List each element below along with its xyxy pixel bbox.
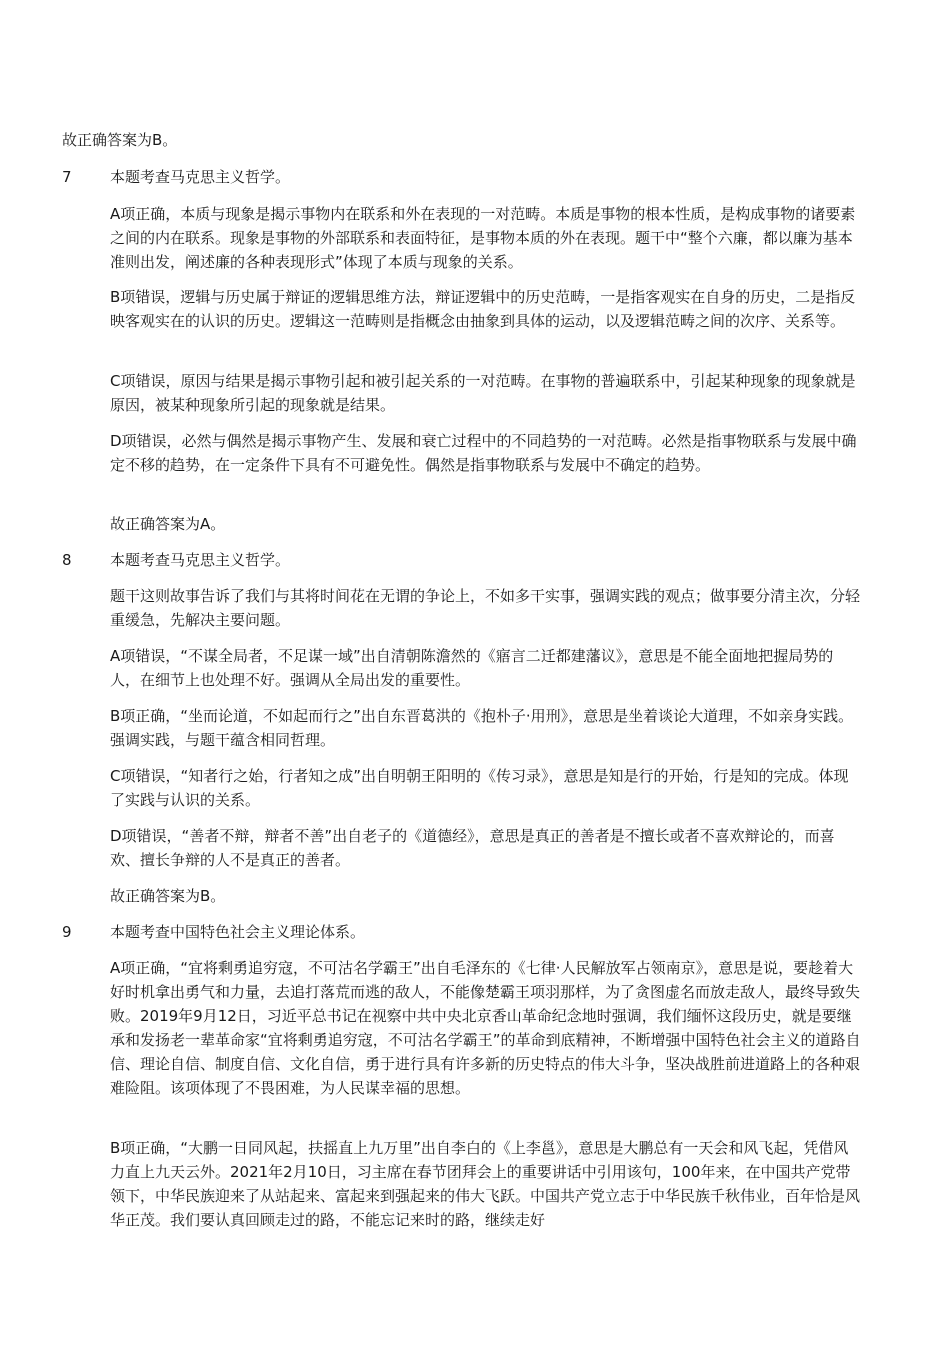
q8-option-a: A项错误，“不谋全局者，不足谋一域”出自清朝陈澹然的《寤言二迁都建藩议》，意思是不能全面地把握局势的人，在细节上也处理不好。强调从全局出发的重要性。 bbox=[110, 647, 834, 689]
q7-number: 7 bbox=[62, 168, 72, 186]
q8-heading: 本题考查马克思主义哲学。 bbox=[110, 551, 291, 569]
q7-option-d: D项错误，必然与偶然是揭示事物产生、发展和衰亡过程中的不同趋势的一对范畴。必然是指事物联系与发展中确定不移的趋势，在一定条件下具有不可避免性。偶然是指事物联系与发展中不确定的趋势。 bbox=[110, 432, 857, 474]
q8-number: 8 bbox=[62, 551, 72, 569]
q8-answer: 故正确答案为B。 bbox=[110, 887, 226, 905]
q7-option-b: B项错误，逻辑与历史属于辩证的逻辑思维方法，辩证逻辑中的历史范畴，一是指客观实在自身的历史，二是指反映客观实在的认识的历史。逻辑这一范畴则是指概念由抽象到具体的运动，以及逻辑范畴之间的次序、关系等。 bbox=[110, 288, 856, 330]
top-answer: 故正确答案为B。 bbox=[62, 131, 178, 149]
q9-number: 9 bbox=[62, 923, 72, 941]
q7-option-c: C项错误，原因与结果是揭示事物引起和被引起关系的一对范畴。在事物的普遍联系中，引起某种现象的现象就是原因，被某种现象所引起的现象就是结果。 bbox=[110, 372, 856, 414]
q9-option-a: A项正确，“宜将剩勇追穷寇，不可沽名学霸王”出自毛泽东的《七律·人民解放军占领南京》，意思是说，要趁着大好时机拿出勇气和力量，去追打落荒而逃的敌人，不能像楚霸王项羽那样，为了贪图虚名而放走敌人，最终导致失败。2019年9月12日，习近平总书记在视察中共中央北京香山革命纪念地时强调，我们缅怀这段历史，就是要继承和发扬老一辈革命家“宜将剩勇追穷寇，不可沽名学霸王”的革命到底精神，不断增强中国特色社会主义的道路自信、理论自信、制度自信、文化自信，勇于进行具有许多新的历史特点的伟大斗争，坚决战胜前进道路上的各种艰难险阻。该项体现了不畏困难，为人民谋幸福的思想。 bbox=[110, 959, 861, 1097]
q9-heading: 本题考查中国特色社会主义理论体系。 bbox=[110, 923, 366, 941]
q7-option-a: A项正确，本质与现象是揭示事物内在联系和外在表现的一对范畴。本质是事物的根本性质，是构成事物的诸要素之间的内在联系。现象是事物的外部联系和表面特征，是事物本质的外在表现。题干中“整个六廉，都以廉为基本准则出发，阐述廉的各种表现形式”体现了本质与现象的关系。 bbox=[110, 205, 856, 271]
q8-option-b: B项正确，“坐而论道，不如起而行之”出自东晋葛洪的《抱朴子·用刑》，意思是坐着谈论大道理，不如亲身实践。强调实践，与题干蕴含相同哲理。 bbox=[110, 707, 854, 749]
q7-heading: 本题考查马克思主义哲学。 bbox=[110, 168, 291, 186]
q8-option-c: C项错误，“知者行之始，行者知之成”出自明朝王阳明的《传习录》，意思是知是行的开始，行是知的完成。体现了实践与认识的关系。 bbox=[110, 767, 849, 809]
q9-option-b: B项正确，“大鹏一日同风起，扶摇直上九万里”出自李白的《上李邕》，意思是大鹏总有一天会和风飞起，凭借风力直上九天云外。2021年2月10日，习主席在春节团拜会上的重要讲话中引用该句，100年来，在中国共产党带领下，中华民族迎来了从站起来、富起来到强起来的伟大飞跃。中国共产党立志于中华民族千秋伟业，百年恰是风华正茂。我们要认真回顾走过的路，不能忘记来时的路，继续走好 bbox=[110, 1139, 861, 1229]
q8-option-d: D项错误，“善者不辩，辩者不善”出自老子的《道德经》，意思是真正的善者是不擅长或者不喜欢辩论的，而喜欢、擅长争辩的人不是真正的善者。 bbox=[110, 827, 835, 869]
q8-intro: 题干这则故事告诉了我们与其将时间花在无谓的争论上，不如多干实事，强调实践的观点；做事要分清主次，分轻重缓急，先解决主要问题。 bbox=[110, 587, 861, 629]
q7-answer: 故正确答案为A。 bbox=[110, 515, 226, 533]
